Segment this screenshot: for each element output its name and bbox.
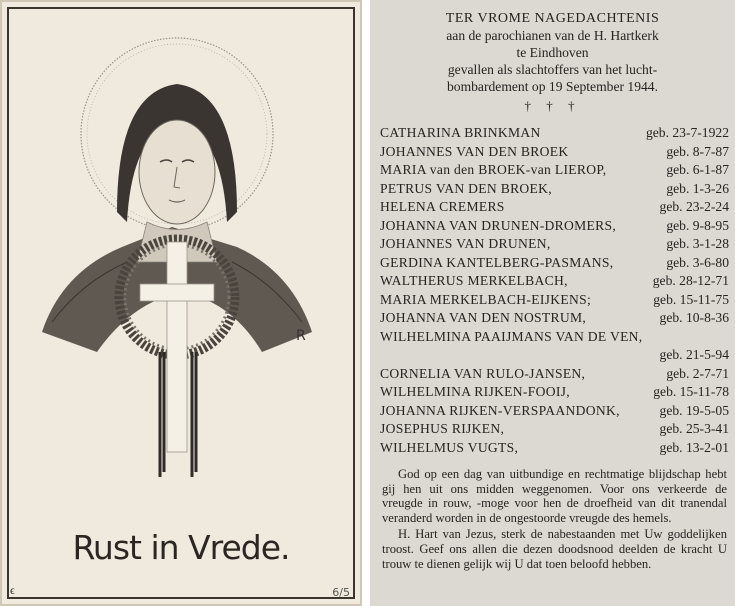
list-item: WALTHERUS MERKELBACH, geb. 28-12-71	[380, 273, 729, 288]
prayer-paragraph-2: H. Hart van Jezus, sterk de nabestaanden met Uw goddelijken troost. Geef ons allen die dezen doodsnood deelden de kracht U trouw te dienen gelijk wij U dat toen beloofd hebben.	[382, 527, 727, 571]
list-item: JOHANNES VAN DEN BROEK geb. 8-7-87	[380, 143, 729, 159]
header-title: TER VROME NAGEDACHTENIS	[445, 11, 660, 26]
face	[139, 120, 215, 224]
prayer-paragraph-1: God op een dag van uitbundige en rechtmatige blijdschap hebt gij hen uit ons midden weggenomen. Voor ons verkeerde de vreugde in rouw, -moge voor hen de droefheid van dit tranendal veranderd worden in de ongestoorde vreugde des hemels.	[382, 467, 727, 525]
list-item: CORNELIA VAN RULO-JANSEN, geb. 2-7-71	[380, 365, 729, 381]
list-item: MARIA van den BROEK-van LIEROP, geb. 6-1-87	[380, 162, 729, 177]
list-item: WILHELMUS VUGTS, geb. 13-2-01	[380, 439, 729, 455]
artist-monogram: R	[296, 328, 306, 344]
cross-icon	[167, 242, 187, 452]
list-item: JOHANNA VAN DRUNEN-DROMERS, geb. 9-8-95	[380, 217, 729, 233]
corner-mark: ϵ	[10, 583, 15, 597]
caption-rust-in-vrede: Rust in Vrede.	[72, 528, 290, 567]
list-item: MARIA MERKELBACH-EIJKENS; geb. 15-11-75	[380, 291, 729, 307]
memorial-card-back	[370, 0, 735, 606]
madonna-illustration	[22, 22, 342, 492]
list-item: PETRUS VAN DEN BROEK, geb. 1-3-26	[380, 180, 729, 196]
header-line: aan de parochianen van de H. Hartkerk	[446, 28, 659, 43]
card-code: 6/5	[332, 586, 350, 599]
prayer-text	[370, 457, 735, 571]
list-item: CATHARINA BRINKMAN geb. 23-7-1922	[380, 125, 729, 140]
list-item: HELENA CREMERS geb. 23-2-24	[380, 199, 729, 214]
memorial-header	[370, 0, 735, 95]
list-item: WILHELMINA RIJKEN-FOOIJ, geb. 15-11-78	[380, 384, 729, 399]
list-item: WILHELMINA PAAIJMANS VAN DE VEN,	[380, 328, 643, 344]
list-item: JOHANNA VAN DEN NOSTRUM, geb. 10-8-36	[380, 310, 729, 325]
memorial-card-front	[0, 0, 362, 606]
list-item-continuation: geb. 21-5-94	[659, 347, 729, 362]
list-item: JOHANNES VAN DRUNEN, geb. 3-1-28	[380, 236, 729, 251]
crosses-icon: † † †	[524, 98, 581, 113]
list-item: GERDINA KANTELBERG-PASMANS, geb. 3-6-80	[380, 254, 729, 270]
header-line: gevallen als slachtoffers van het lucht-	[447, 62, 658, 77]
victims-list	[370, 124, 735, 457]
list-item: JOHANNA RIJKEN-VERSPAANDONK, geb. 19-5-05	[380, 402, 729, 418]
header-line: te Eindhoven	[516, 45, 589, 60]
list-item: JOSEPHUS RIJKEN, geb. 25-3-41	[380, 421, 729, 436]
header-line: bombardement op 19 September 1944.	[446, 79, 659, 94]
